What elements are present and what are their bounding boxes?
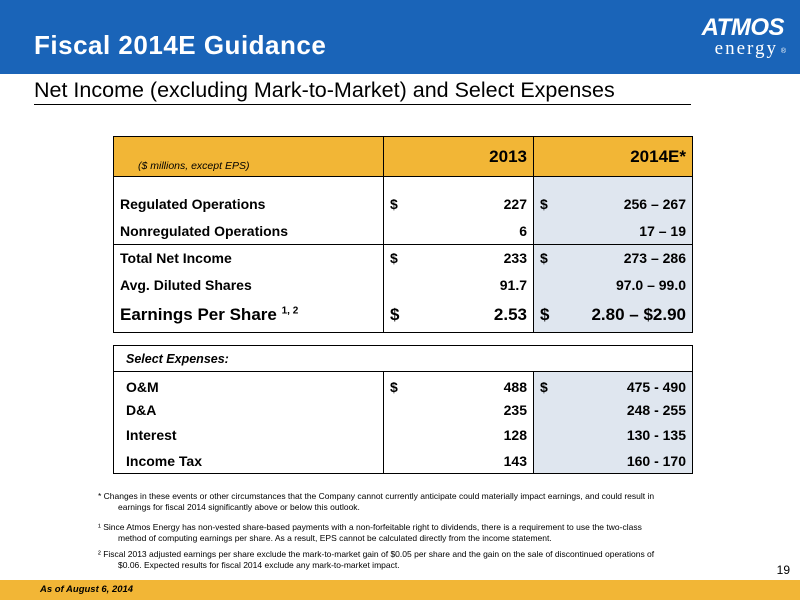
- logo-wordmark-top: ATMOS: [701, 14, 784, 41]
- row-label: Avg. Diluted Shares: [120, 277, 252, 293]
- currency-symbol: $: [540, 305, 550, 325]
- table-row: [114, 397, 693, 423]
- logo-wordmark-bottom: energy: [714, 38, 778, 59]
- select-expenses-table: [113, 345, 693, 474]
- eps-2014e: 2.80 – $2.90: [591, 305, 686, 325]
- value-2014e: 17 – 19: [639, 222, 686, 239]
- row-label: Interest: [126, 427, 177, 444]
- value-2013: 235: [503, 401, 527, 418]
- value-2013: 91.7: [499, 277, 527, 293]
- footnote-2: ² Fiscal 2013 adjusted earnings per share exclude the mark-to-market gain of $0.05 per share and the gain on the sale of discontinued operations of $0.06. Expected results for fiscal 2014 exclude any mark-to-market impact.: [98, 549, 655, 570]
- table-row: [114, 272, 693, 299]
- currency-symbol: $: [390, 378, 398, 395]
- value-2013: 488: [503, 378, 527, 395]
- eps-label: Earnings Per Share: [120, 305, 277, 325]
- footnote-1: ¹ Since Atmos Energy has non-vested share-based payments with a non-forfeitable right to dividends, there is a requirement to use the two-class method of computing earnings per share. As a result, EPS cannot be calculated directly from the income statement.: [98, 522, 642, 543]
- row-label: Regulated Operations: [120, 196, 266, 212]
- as-of-date: As of August 6, 2014: [40, 584, 134, 595]
- table-row: [114, 218, 693, 245]
- table-row: [114, 191, 693, 218]
- logo-registered-mark: ®: [780, 48, 786, 55]
- value-2014e: 248 - 255: [626, 401, 686, 418]
- expenses-header-row: [114, 346, 693, 372]
- row-label: Income Tax: [126, 452, 202, 469]
- eps-row: [114, 299, 693, 333]
- value-2013: 6: [519, 222, 527, 239]
- currency-symbol: $: [540, 196, 548, 212]
- value-2013: 143: [503, 452, 527, 469]
- table-row: [114, 448, 693, 474]
- value-2014e: 97.0 – 99.0: [615, 277, 686, 293]
- table-row-total: [114, 245, 693, 272]
- value-2014e: 160 - 170: [626, 452, 686, 469]
- value-2014e: 256 – 267: [623, 196, 686, 212]
- value-2014e: 475 - 490: [626, 378, 686, 395]
- column-header-2014e: 2014E*: [534, 137, 693, 177]
- subtitle-divider: [34, 104, 691, 105]
- eps-2013: 2.53: [493, 305, 527, 325]
- currency-symbol: $: [390, 196, 398, 212]
- value-2014e: 273 – 286: [623, 250, 686, 267]
- currency-symbol: $: [390, 305, 400, 325]
- atmos-energy-logo: [666, 14, 786, 60]
- guidance-header-row: [114, 137, 693, 177]
- column-header-2013: 2013: [384, 137, 534, 177]
- row-label: Nonregulated Operations: [120, 222, 289, 239]
- row-label: D&A: [126, 401, 157, 418]
- page-subtitle: Net Income (excluding Mark-to-Market) and Select Expenses: [34, 78, 615, 102]
- currency-symbol: $: [540, 250, 548, 267]
- expenses-header: Select Expenses:: [114, 346, 693, 372]
- value-2013: 227: [503, 196, 527, 212]
- guidance-table: [113, 136, 693, 333]
- value-2013: 233: [503, 250, 527, 267]
- value-2014e: 130 - 135: [626, 427, 686, 444]
- currency-symbol: $: [390, 250, 398, 267]
- currency-symbol: $: [540, 378, 548, 395]
- table-row: [114, 423, 693, 449]
- footnote-asterisk: * Changes in these events or other circumstances that the Company cannot currently anticipate could materially impact earnings, and could result in earnings for fiscal 2014 significantly above or below this outlook.: [98, 491, 655, 512]
- value-2013: 128: [503, 427, 527, 444]
- table-row: [114, 372, 693, 398]
- page-number: 19: [776, 563, 790, 577]
- eps-footnote-ref: 1, 2: [281, 305, 299, 317]
- slide-title: Fiscal 2014E Guidance: [34, 30, 327, 60]
- units-label: ($ millions, except EPS): [114, 137, 384, 177]
- row-label: Total Net Income: [114, 245, 384, 272]
- row-label: O&M: [126, 378, 159, 395]
